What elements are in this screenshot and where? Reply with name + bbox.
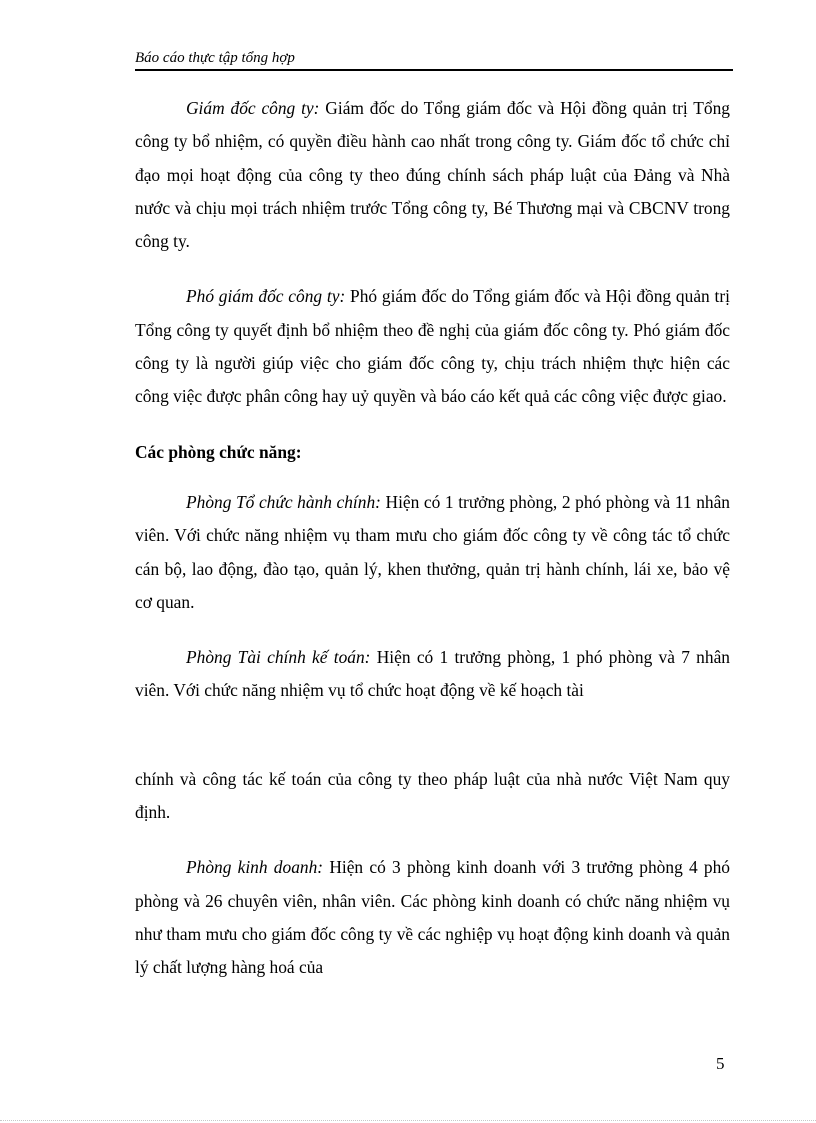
paragraph-lead: Phó giám đốc công ty: xyxy=(186,286,346,307)
paragraph-dept-business xyxy=(135,851,730,984)
paragraph-deputy-director xyxy=(135,280,730,413)
paragraph-spacer xyxy=(135,469,730,486)
paragraph-text: Hiện có 1 trưởng phòng, 2 phó phòng và 11 nhân viên. Với chức năng nhiệm vụ tham mưu cho giám đốc công ty về công tác tổ chức cán bộ, lao động, đào tạo, quản lý, khen thưởng, quản trị hành chính, lái xe, bảo vệ cơ quan. xyxy=(135,491,730,612)
paragraph-director xyxy=(135,92,730,258)
paragraph-spacer xyxy=(135,829,730,851)
page-edge-divider xyxy=(0,1120,816,1121)
paragraph-lead: Phòng Tài chính kế toán: xyxy=(186,647,371,668)
paragraph-dept-admin xyxy=(135,486,730,619)
page-break-spacer xyxy=(135,708,730,763)
paragraph-text: Hiện có 3 phòng kinh doanh với 3 trưởng phòng 4 phó phòng và 26 chuyên viên, nhân viên. Các phòng kinh doanh có chức năng nhiệm vụ như tham mưu cho giám đốc công ty về các nghiệp vụ hoạt động kinh doanh và quản lý chất lượng hàng hoá của xyxy=(135,857,731,978)
section-heading: Các phòng chức năng: xyxy=(135,441,302,462)
document-body xyxy=(135,92,730,985)
paragraph-text: Giám đốc do Tổng giám đốc và Hội đồng quản trị Tổng công ty bổ nhiệm, có quyền điều hành cao nhất trong công ty. Giám đốc tổ chức chỉ đạo mọi hoạt động của công ty theo đúng chính sách pháp luật của Đảng và Nhà nước và chịu mọi trách nhiệm trước Tổng công ty, Bé Thương mại và CBCNV trong công ty. xyxy=(135,98,730,252)
paragraph-dept-finance-continuation: chính và công tác kế toán của công ty theo pháp luật của nhà nước Việt Nam quy định. xyxy=(135,768,730,823)
running-header xyxy=(135,48,733,71)
paragraph-spacer xyxy=(135,258,730,280)
paragraph-lead: Phòng kinh doanh: xyxy=(186,857,324,878)
paragraph-text: Hiện có 1 trưởng phòng, 1 phó phòng và 7 nhân viên. Với chức năng nhiệm vụ tổ chức hoạt động về kế hoạch tài xyxy=(135,647,730,701)
paragraph-dept-finance xyxy=(135,641,730,708)
paragraph-spacer xyxy=(135,414,730,436)
paragraph-lead: Phòng Tổ chức hành chính: xyxy=(186,491,381,512)
paragraph-text: Phó giám đốc do Tổng giám đốc và Hội đồng quản trị Tổng công ty quyết định bổ nhiệm theo đề nghị của giám đốc công ty. Phó giám đốc công ty là người giúp việc cho giám đốc công ty, chịu trách nhiệm thực hiện các công việc được phân công hay uỷ quyền và báo cáo kết quả các công việc được giao. xyxy=(135,286,730,407)
page-number: 5 xyxy=(716,1054,725,1073)
paragraph-lead: Giám đốc công ty: xyxy=(186,98,320,118)
header-title: Báo cáo thực tập tổng hợp xyxy=(135,50,295,66)
paragraph-spacer xyxy=(135,619,730,641)
